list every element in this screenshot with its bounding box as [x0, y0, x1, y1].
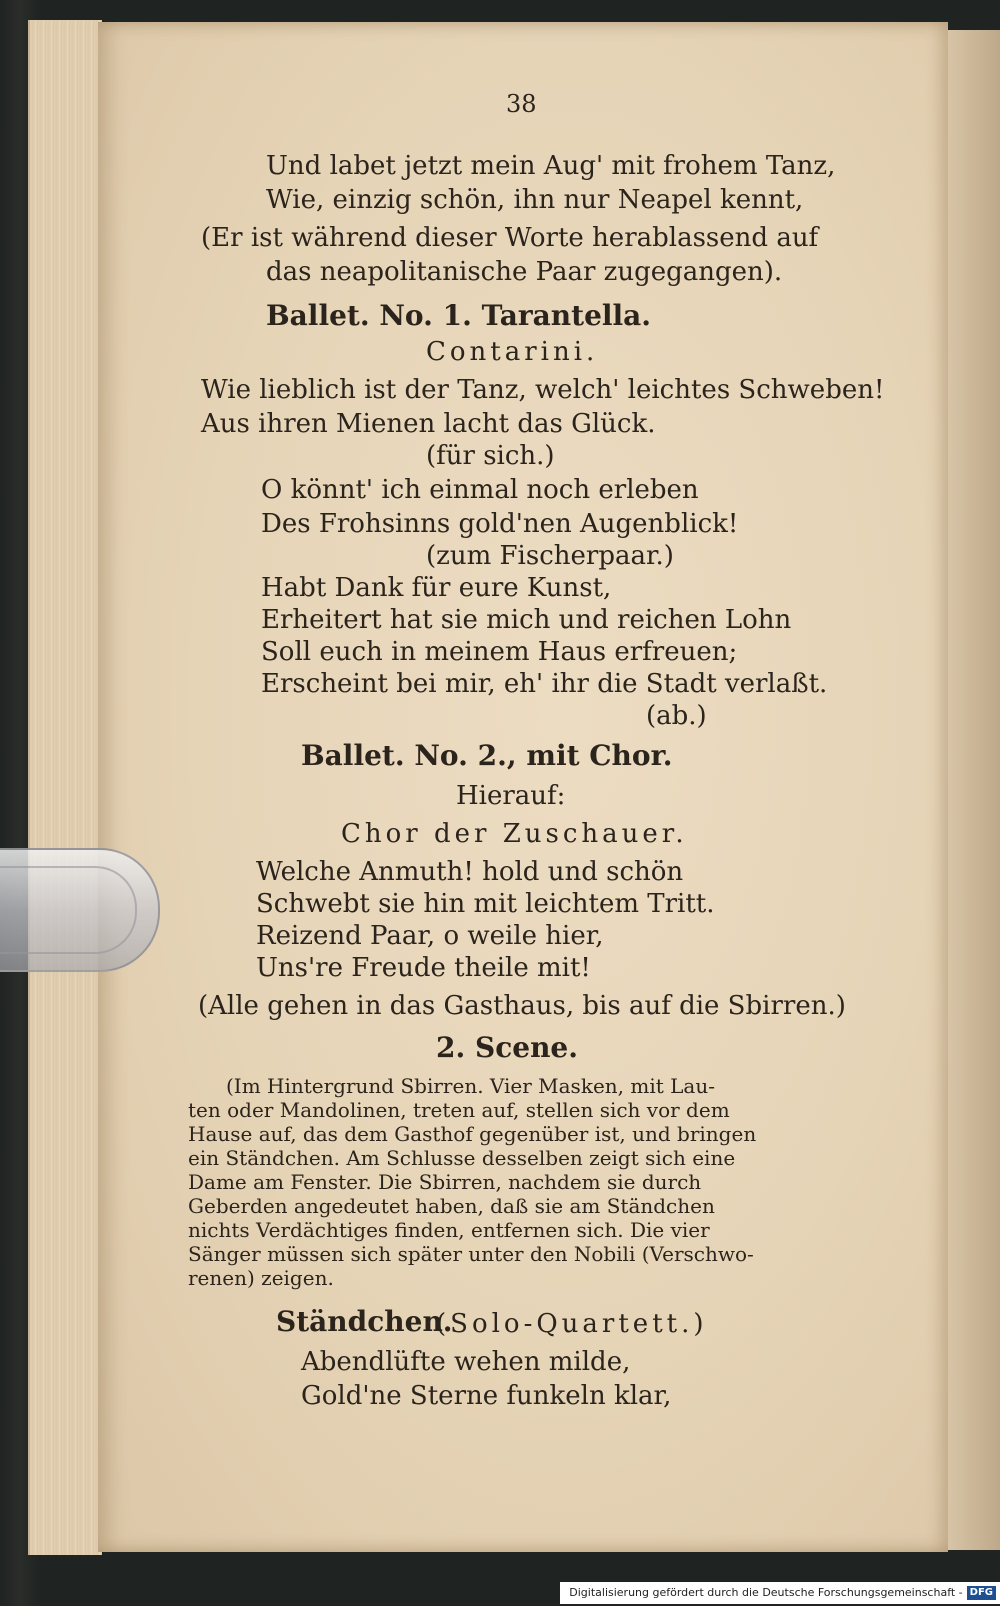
digitization-footer [560, 1582, 1000, 1604]
book-page [98, 22, 948, 1552]
ballet-heading: Ballet. No. 2., mit Chor. [301, 739, 673, 772]
verse-line: Abendlüfte wehen milde, [301, 1347, 631, 1377]
serenade-title: Ständchen. [276, 1305, 453, 1338]
verse-line: Welche Anmuth! hold und schön [256, 857, 684, 887]
scene-direction-line: ten oder Mandolinen, treten auf, stellen sich vor dem [188, 1098, 730, 1122]
scene-direction-line: (Im Hintergrund Sbirren. Vier Masken, mit Lau- [226, 1074, 715, 1098]
verse-line: Wie, einzig schön, ihn nur Neapel kennt, [266, 185, 804, 215]
page-clip-inner [0, 866, 137, 954]
chorus-heading: Chor der Zuschauer. [341, 819, 688, 849]
stage-aside: (zum Fischerpaar.) [426, 541, 674, 571]
verse-line: Erheitert hat sie mich und reichen Lohn [261, 605, 792, 635]
verse-line: Soll euch in meinem Haus erfreuen; [261, 637, 738, 667]
stage-direction-line: (Er ist während dieser Worte herablassend auf [201, 223, 819, 253]
scene-direction-line: ein Ständchen. Am Schlusse desselben zeigt sich eine [188, 1146, 736, 1170]
stage-aside: (für sich.) [426, 441, 555, 471]
verse-line: Reizend Paar, o weile hier, [256, 921, 604, 951]
ballet-heading: Ballet. No. 1. Tarantella. [266, 299, 652, 332]
verse-line: Gold'ne Sterne funkeln klar, [301, 1381, 672, 1411]
speaker-name: Contarini. [426, 337, 599, 367]
verse-line: Schwebt sie hin mit leichtem Tritt. [256, 889, 715, 919]
verse-line: Wie lieblich ist der Tanz, welch' leichtes Schweben! [201, 375, 885, 405]
verse-line: Uns're Freude theile mit! [256, 953, 591, 983]
verse-line: Des Frohsinns gold'nen Augenblick! [261, 509, 739, 539]
stage-direction-line: das neapolitanische Paar zugegangen). [266, 257, 783, 287]
scene-direction-line: Hause auf, das dem Gasthof gegenüber ist, und bringen [188, 1122, 757, 1146]
scene-direction-line: Sänger müssen sich später unter den Nobili (Verschwo- [188, 1242, 754, 1266]
page-number: 38 [506, 90, 537, 118]
next-page-edge [945, 30, 1000, 1550]
verse-line: Erscheint bei mir, eh' ihr die Stadt verlaßt. [261, 669, 828, 699]
page-stack-edge [28, 20, 102, 1555]
scene-direction-line: renen) zeigen. [188, 1266, 334, 1290]
dfg-logo: DFG [967, 1586, 996, 1600]
verse-line: Aus ihren Mienen lacht das Glück. [201, 409, 656, 439]
stage-direction-line: (Alle gehen in das Gasthaus, bis auf die Sbirren.) [198, 991, 846, 1021]
serenade-form: (Solo-Quartett.) [436, 1309, 708, 1339]
verse-line: O könnt' ich einmal noch erleben [261, 475, 699, 505]
scene-direction-line: Geberden angedeutet haben, daß sie am Ständchen [188, 1194, 715, 1218]
scene-direction-line: nichts Verdächtiges finden, entfernen sich. Die vier [188, 1218, 710, 1242]
page-clip [0, 848, 160, 972]
hierauf-label: Hierauf: [456, 781, 566, 811]
scene-heading: 2. Scene. [436, 1031, 578, 1064]
footer-text: Digitalisierung gefördert durch die Deutsche Forschungsgemeinschaft - [569, 1586, 963, 1599]
verse-line: Habt Dank für eure Kunst, [261, 573, 612, 603]
scene-direction-line: Dame am Fenster. Die Sbirren, nachdem sie durch [188, 1170, 702, 1194]
verse-line: Und labet jetzt mein Aug' mit frohem Tanz, [266, 151, 836, 181]
exit-direction: (ab.) [646, 701, 707, 731]
